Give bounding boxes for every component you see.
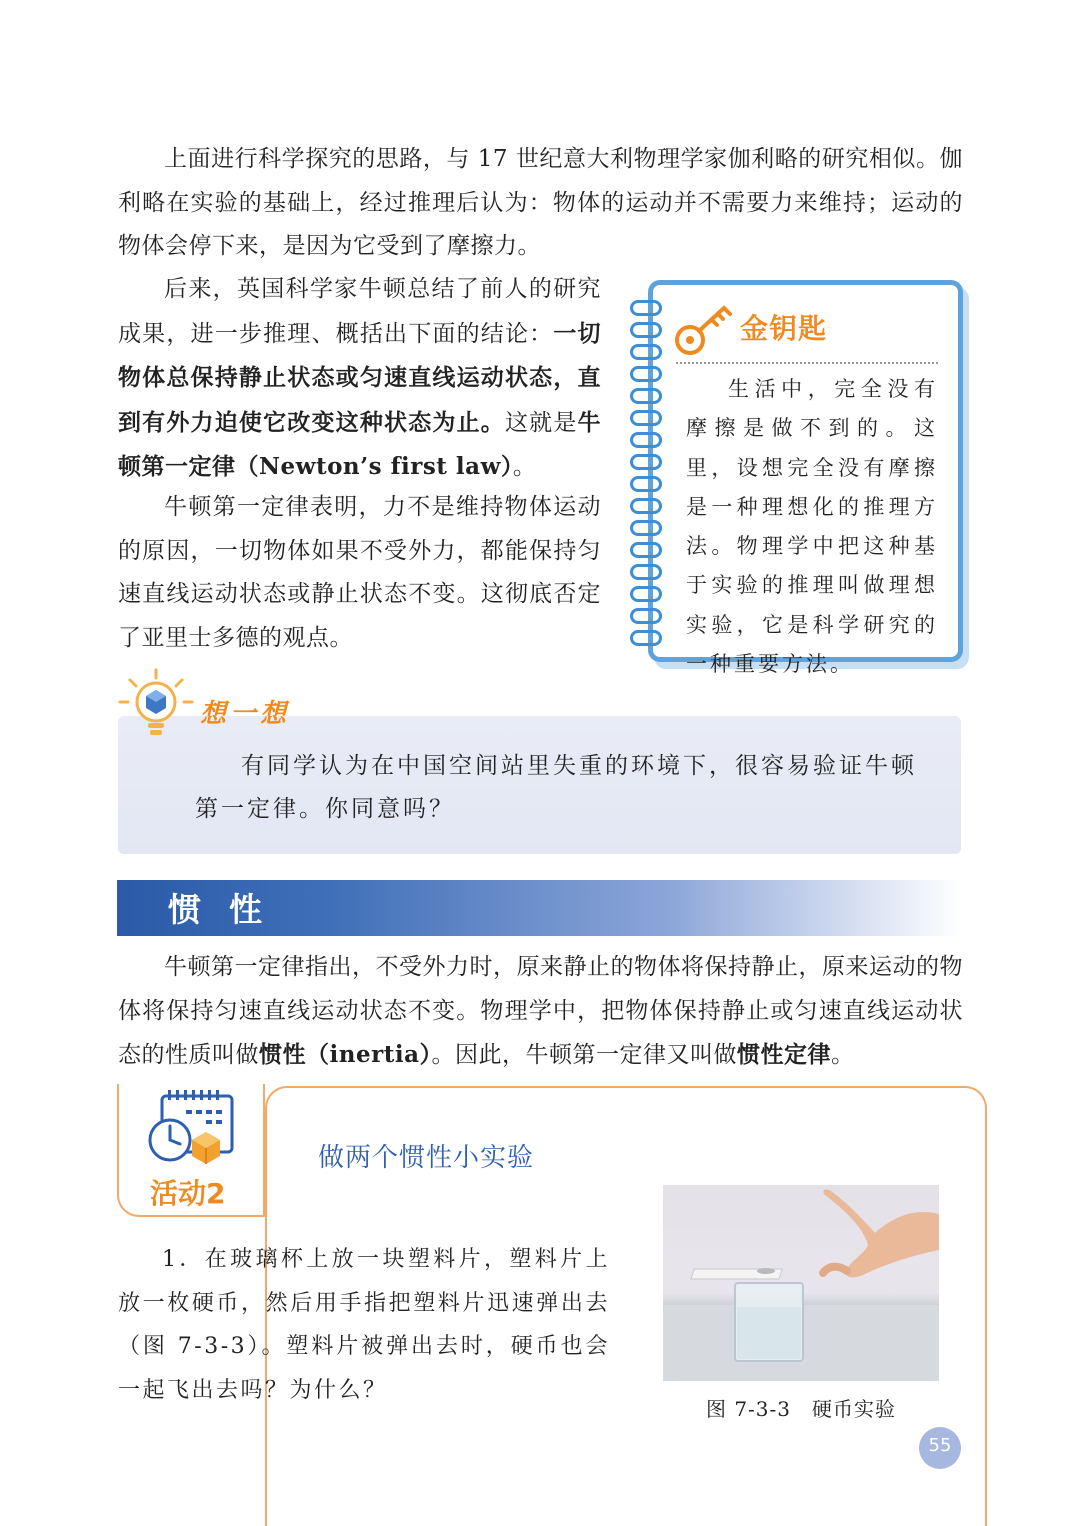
- paragraph-inertia: [118, 946, 963, 1078]
- newton-law-statement: 一切物体总保持静止状态或匀速直线运动状态，直到有外力迫使它改变这种状态为止。: [118, 319, 602, 436]
- inertia-text-a: 牛顿第一定律指出，不受外力时，原来静止的物体将保持静止，原来运动的物体将保持匀速直线运动状态不变。物理学中，把物体保持静止或匀速直线运动状态的性质叫做: [118, 954, 963, 1068]
- this-is-text: 这就是: [504, 409, 578, 436]
- spiral-ring: [630, 586, 662, 602]
- spiral-ring: [630, 498, 662, 514]
- activity-label: 活动2: [150, 1177, 226, 1210]
- spiral-ring: [630, 630, 662, 646]
- spiral-ring: [630, 564, 662, 580]
- activity-title: 做两个惯性小实验: [318, 1143, 535, 1173]
- inertia-term: 惯性（inertia）: [259, 1041, 432, 1068]
- section-title: 惯性: [168, 890, 290, 929]
- inertia-text-b: 。因此，牛顿第一定律又叫做: [431, 1042, 737, 1068]
- page-number: 55: [928, 1435, 952, 1456]
- think-text: 有同学认为在中国空间站里失重的环境下，很容易验证牛顿第一定律。你同意吗？: [195, 753, 917, 822]
- spiral-ring: [630, 322, 662, 338]
- paragraph-first-law-meaning: 牛顿第一定律表明，力不是维持物体运动的原因，一切物体如果不受外力，都能保持匀速直线运动状态或静止状态不变。这彻底否定了亚里士多德的观点。: [118, 494, 601, 651]
- inertia-text-c: 。: [830, 1042, 855, 1068]
- golden-key-text: 生活中，完全没有摩擦是做不到的。这里，设想完全没有摩擦是一种理想化的推理方法。物理学中把这种基于实验的推理叫做理想实验，它是科学研究的一种重要方法。: [686, 377, 938, 677]
- newton-intro: 后来，英国科学家牛顿总结了前人的研究成果，进一步推理、概括出下面的结论：: [118, 276, 601, 347]
- spiral-ring: [630, 454, 662, 470]
- paragraph-newton: [118, 268, 601, 490]
- calendar-clock-icon: [146, 1088, 238, 1168]
- key-divider: [676, 362, 938, 364]
- spiral-ring: [630, 476, 662, 492]
- spiral-ring: [630, 388, 662, 404]
- paragraph-galileo: 上面进行科学探究的思路，与 17 世纪意大利物理学家伽利略的研究相似。伽利略在实验的基础上，经过推理后认为：物体的运动并不需要力来维持；运动的物体会停下来，是因为它受到了摩擦力。: [118, 146, 963, 259]
- newton-end: 。: [512, 454, 537, 480]
- golden-key-title: 金钥匙: [740, 312, 828, 345]
- activity-text: 1．在玻璃杯上放一块塑料片，塑料片上放一枚硬币，然后用手指把塑料片迅速弹出去（图 7-3-3）。塑料片被弹出去时，硬币也会一起飞出去吗？为什么？: [118, 1247, 610, 1404]
- spiral-ring: [630, 608, 662, 624]
- inertia-law-term: 惯性定律: [736, 1041, 831, 1068]
- key-icon: [672, 300, 736, 360]
- think-title: 想一想: [200, 699, 291, 729]
- newton-law-name: 牛顿第一定律（Newton’s first law）: [118, 408, 602, 480]
- coin-experiment-photo: [663, 1185, 939, 1381]
- spiral-ring: [630, 432, 662, 448]
- spiral-ring: [630, 520, 662, 536]
- coin-experiment-illustration: [663, 1185, 939, 1381]
- spiral-ring: [630, 344, 662, 360]
- spiral-ring: [630, 366, 662, 382]
- photo-caption: 图 7-3-3 硬币实验: [705, 1397, 897, 1421]
- spiral-ring: [630, 410, 662, 426]
- lightbulb-icon: [118, 668, 194, 744]
- spiral-ring: [630, 300, 662, 316]
- spiral-ring: [630, 542, 662, 558]
